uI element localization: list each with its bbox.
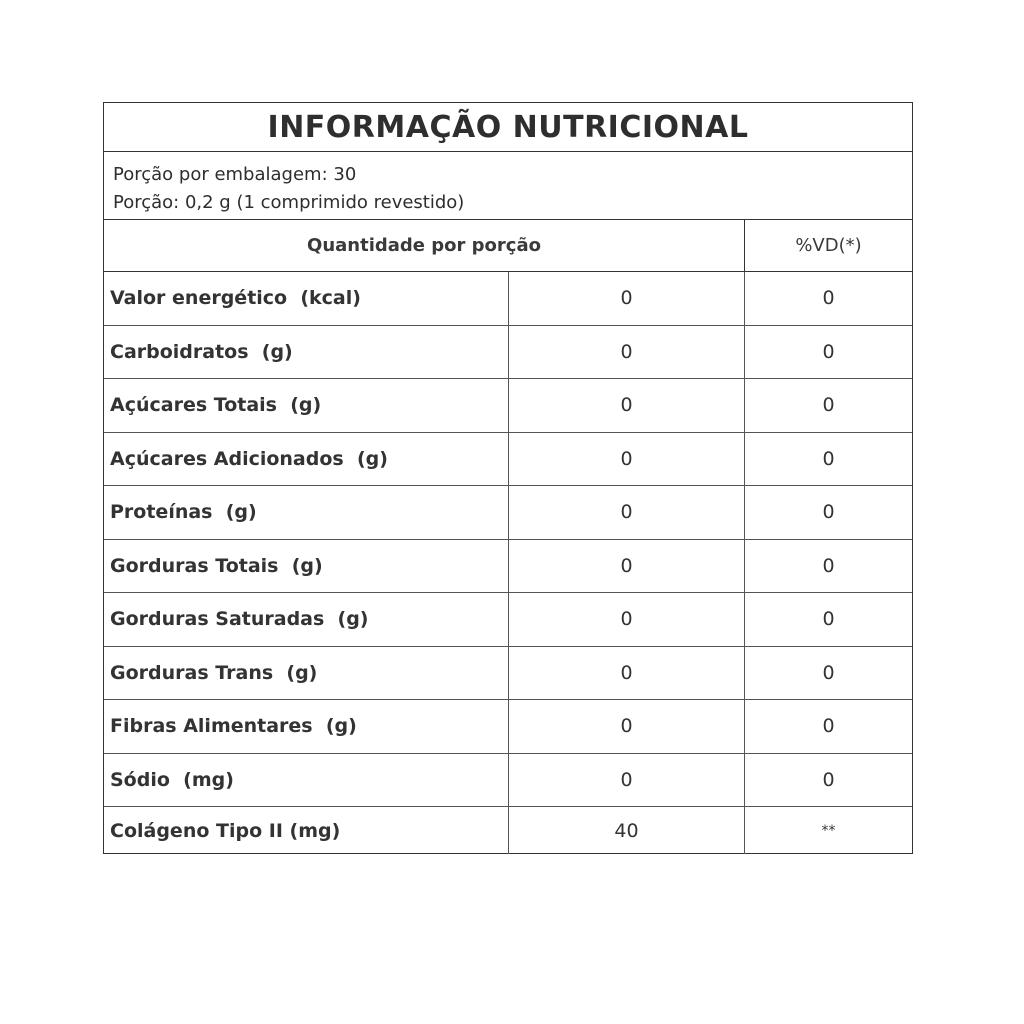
nutrient-quantity: 0 [509, 326, 745, 379]
quantity-per-portion-header: Quantidade por porção [104, 220, 745, 271]
column-header-row [104, 220, 912, 272]
nutrient-quantity: 0 [509, 379, 745, 432]
nutrient-quantity: 0 [509, 272, 745, 325]
nutrient-name: Fibras Alimentares (g) [104, 700, 509, 753]
nutrient-name: Sódio (mg) [104, 754, 509, 807]
nutrient-name: Proteínas (g) [104, 486, 509, 539]
table-row [104, 593, 912, 647]
table-row [104, 754, 912, 808]
nutrient-quantity: 0 [509, 593, 745, 646]
portions-per-package: Porção por embalagem: 30 [113, 164, 357, 185]
nutrient-daily-value: 0 [822, 661, 835, 684]
table-title: INFORMAÇÃO NUTRICIONAL [267, 109, 749, 145]
nutrient-daily-value: 0 [822, 768, 835, 791]
nutrient-name: Gorduras Saturadas (g) [104, 593, 509, 646]
nutrient-daily-value: 0 [822, 501, 835, 524]
nutrient-quantity: 40 [509, 807, 745, 854]
nutrient-rows [104, 272, 912, 854]
daily-value-header: %VD(*) [795, 235, 862, 256]
portion-info [104, 151, 912, 220]
nutrient-daily-value: 0 [822, 554, 835, 577]
nutrient-daily-value: 0 [822, 447, 835, 470]
table-row [104, 486, 912, 540]
nutrient-daily-value: 0 [822, 394, 835, 417]
title-row [104, 103, 912, 152]
nutrient-daily-value: 0 [822, 715, 835, 738]
table-row [104, 700, 912, 754]
nutrient-name: Açúcares Adicionados (g) [104, 433, 509, 486]
table-row [104, 326, 912, 380]
nutrient-quantity: 0 [509, 540, 745, 593]
nutrient-quantity: 0 [509, 754, 745, 807]
table-row [104, 379, 912, 433]
nutrient-name: Gorduras Trans (g) [104, 647, 509, 700]
nutrient-quantity: 0 [509, 700, 745, 753]
nutrition-facts-table [103, 102, 913, 854]
table-row [104, 647, 912, 701]
nutrient-daily-value: 0 [822, 608, 835, 631]
table-row [104, 807, 912, 854]
nutrient-name: Valor energético (kcal) [104, 272, 509, 325]
nutrient-quantity: 0 [509, 486, 745, 539]
nutrient-name: Carboidratos (g) [104, 326, 509, 379]
table-row [104, 540, 912, 594]
nutrient-name: Gorduras Totais (g) [104, 540, 509, 593]
nutrient-daily-value: 0 [822, 340, 835, 363]
table-row [104, 272, 912, 326]
portion-size: Porção: 0,2 g (1 comprimido revestido) [113, 192, 465, 213]
nutrient-name: Açúcares Totais (g) [104, 379, 509, 432]
nutrient-daily-value: ** [821, 822, 836, 839]
table-row [104, 433, 912, 487]
nutrient-name: Colágeno Tipo II (mg) [104, 807, 509, 854]
nutrient-quantity: 0 [509, 433, 745, 486]
nutrient-quantity: 0 [509, 647, 745, 700]
nutrient-daily-value: 0 [822, 287, 835, 310]
